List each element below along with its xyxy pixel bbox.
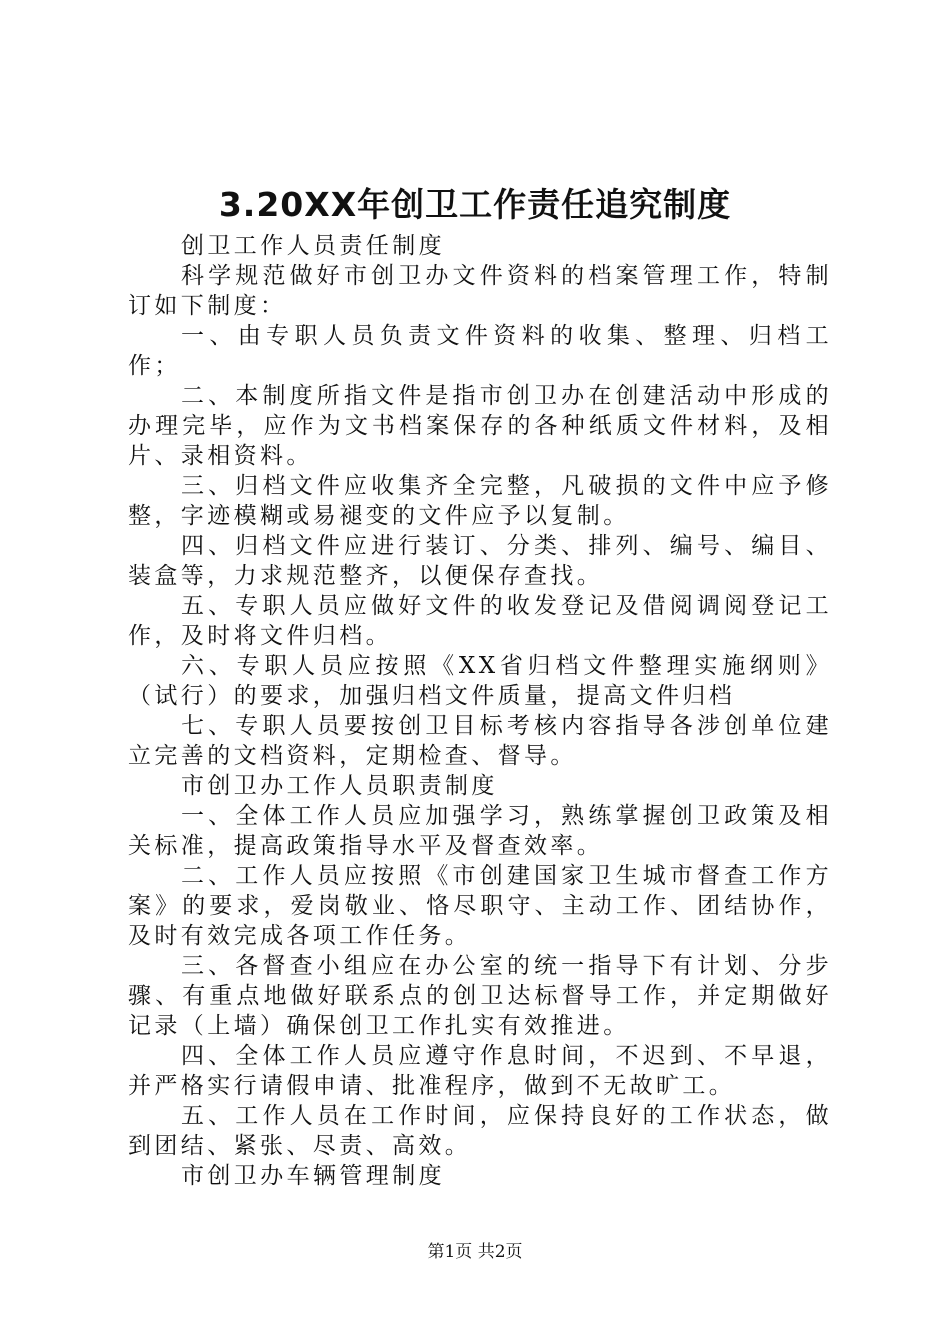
body-paragraph: 四、归档文件应进行装订、分类、排列、编号、编目、装盒等，力求规范整齐，以便保存查找。	[128, 533, 832, 589]
body-paragraph: 五、工作人员在工作时间，应保持良好的工作状态，做到团结、紧张、尽责、高效。	[128, 1103, 832, 1159]
body-paragraph: 三、归档文件应收集齐全完整，凡破损的文件中应予修整，字迹模糊或易褪变的文件应予以复制。	[128, 473, 832, 529]
body-paragraph: 七、专职人员要按创卫目标考核内容指导各涉创单位建立完善的文档资料，定期检查、督导。	[128, 713, 832, 769]
body-paragraph: 六、专职人员应按照《XX省归档文件整理实施纲则》（试行）的要求，加强归档文件质量，提高文件归档	[128, 653, 832, 709]
body-paragraph: 五、专职人员应做好文件的收发登记及借阅调阅登记工作，及时将文件归档。	[128, 593, 832, 649]
body-paragraph: 一、由专职人员负责文件资料的收集、整理、归档工作；	[128, 323, 832, 379]
document-body	[128, 231, 832, 1191]
body-paragraph: 二、工作人员应按照《市创建国家卫生城市督查工作方案》的要求，爱岗敬业、恪尽职守、主动工作、团结协作，及时有效完成各项工作任务。	[128, 863, 832, 949]
body-paragraph: 四、全体工作人员应遵守作息时间，不迟到、不早退，并严格实行请假申请、批准程序，做到不无故旷工。	[128, 1043, 832, 1099]
document-title: 3.20XX年创卫工作责任追究制度	[218, 185, 732, 224]
section-heading: 市创卫办工作人员职责制度	[181, 773, 498, 799]
body-paragraph: 三、各督查小组应在办公室的统一指导下有计划、分步骤、有重点地做好联系点的创卫达标督导工作，并定期做好记录（上墙）确保创卫工作扎实有效推进。	[128, 953, 832, 1039]
body-paragraph: 科学规范做好市创卫办文件资料的档案管理工作，特制订如下制度：	[128, 263, 832, 319]
section-heading: 创卫工作人员责任制度	[181, 233, 445, 259]
body-paragraph: 一、全体工作人员应加强学习，熟练掌握创卫政策及相关标准，提高政策指导水平及督查效率。	[128, 803, 832, 859]
body-paragraph: 二、本制度所指文件是指市创卫办在创建活动中形成的办理完毕，应作为文书档案保存的各种纸质文件材料，及相片、录相资料。	[128, 383, 832, 469]
page-number-footer: 第1页 共2页	[427, 1242, 523, 1262]
section-heading: 市创卫办车辆管理制度	[181, 1163, 445, 1189]
